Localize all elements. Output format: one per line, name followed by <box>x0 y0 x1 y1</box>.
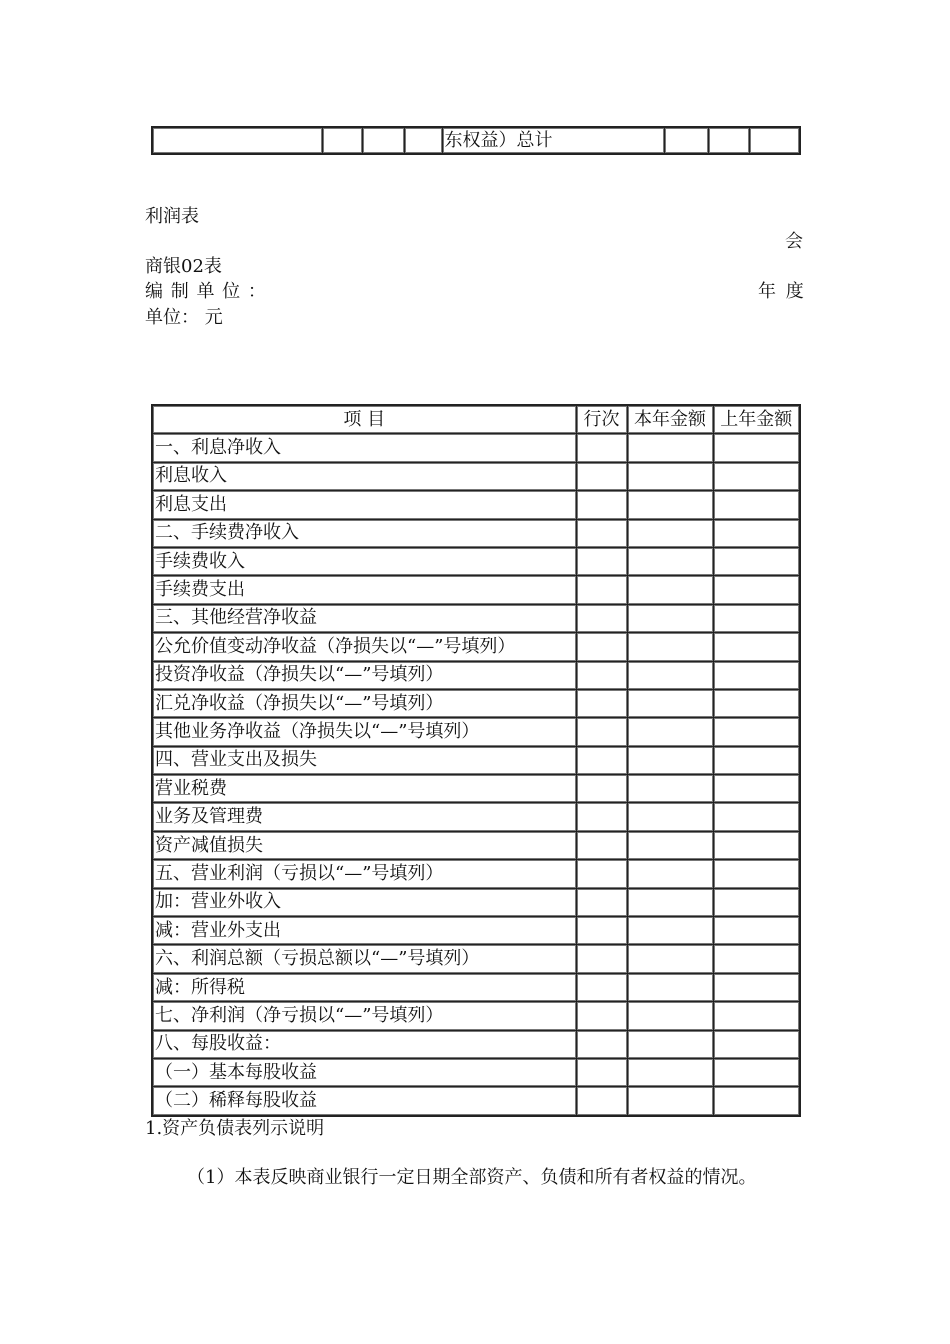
row-line-no <box>576 633 627 661</box>
row-current-year <box>627 1058 713 1086</box>
row-line-no <box>576 1058 627 1086</box>
row-line-no <box>576 547 627 575</box>
table-row <box>152 491 800 519</box>
row-current-year <box>627 1030 713 1058</box>
row-prior-year <box>713 860 800 888</box>
table-row <box>152 1002 800 1030</box>
table-cell <box>322 127 362 154</box>
row-item-label: 八、每股收益： <box>152 1030 576 1058</box>
table-row <box>152 127 800 154</box>
table-cell: 东权益）总计 <box>442 127 664 154</box>
row-item-label: 投资净收益（净损失以“—”号填列） <box>152 661 576 689</box>
table-cell <box>404 127 442 154</box>
row-current-year <box>627 775 713 803</box>
table-cell <box>664 127 708 154</box>
row-prior-year <box>713 434 800 462</box>
row-current-year <box>627 1002 713 1030</box>
table-row <box>152 604 800 632</box>
row-item-label: 七、净利润（净亏损以“—”号填列） <box>152 1002 576 1030</box>
row-current-year <box>627 661 713 689</box>
row-prior-year <box>713 633 800 661</box>
row-prior-year <box>713 491 800 519</box>
table-cell <box>749 127 800 154</box>
row-line-no <box>576 803 627 831</box>
row-current-year <box>627 945 713 973</box>
table-header-row <box>152 405 800 434</box>
row-line-no <box>576 746 627 774</box>
row-item-label: 公允价值变动净收益（净损失以“—”号填列） <box>152 633 576 661</box>
row-item-label: 手续费收入 <box>152 547 576 575</box>
table-row <box>152 1058 800 1086</box>
report-kuai-text: 会 <box>785 231 803 252</box>
row-line-no <box>576 831 627 859</box>
row-prior-year <box>713 1030 800 1058</box>
row-line-no <box>576 519 627 547</box>
table-row <box>152 860 800 888</box>
row-item-label: （一）基本每股收益 <box>152 1058 576 1086</box>
table-row <box>152 519 800 547</box>
row-prior-year <box>713 888 800 916</box>
row-item-label: 利息支出 <box>152 491 576 519</box>
row-prior-year <box>713 1087 800 1116</box>
table-row <box>152 973 800 1001</box>
row-line-no <box>576 1030 627 1058</box>
row-current-year <box>627 888 713 916</box>
row-item-label: 减：所得税 <box>152 973 576 1001</box>
table-row <box>152 1030 800 1058</box>
row-prior-year <box>713 1002 800 1030</box>
row-line-no <box>576 661 627 689</box>
row-line-no <box>576 1087 627 1116</box>
row-line-no <box>576 604 627 632</box>
row-item-label: 汇兑净收益（净损失以“—”号填列） <box>152 689 576 717</box>
row-current-year <box>627 434 713 462</box>
table-row <box>152 803 800 831</box>
table-row <box>152 775 800 803</box>
row-prior-year <box>713 1058 800 1086</box>
row-current-year <box>627 576 713 604</box>
preparing-unit-label: 编 制 单 位 ： <box>145 281 267 302</box>
row-prior-year <box>713 831 800 859</box>
row-prior-year <box>713 746 800 774</box>
row-current-year <box>627 718 713 746</box>
row-line-no <box>576 888 627 916</box>
row-line-no <box>576 491 627 519</box>
row-line-no <box>576 775 627 803</box>
table-row <box>152 434 800 462</box>
row-item-label: 五、营业利润（亏损以“—”号填列） <box>152 860 576 888</box>
row-line-no <box>576 917 627 945</box>
row-current-year <box>627 746 713 774</box>
row-current-year <box>627 462 713 490</box>
row-item-label: 一、利息净收入 <box>152 434 576 462</box>
row-line-no <box>576 576 627 604</box>
row-item-label: 减：营业外支出 <box>152 917 576 945</box>
header-current-year: 本年金额 <box>627 405 713 434</box>
row-current-year <box>627 917 713 945</box>
row-line-no <box>576 860 627 888</box>
header-line-no: 行次 <box>576 405 627 434</box>
row-prior-year <box>713 547 800 575</box>
table-row <box>152 661 800 689</box>
row-item-label: 二、手续费净收入 <box>152 519 576 547</box>
table-cell <box>708 127 749 154</box>
row-prior-year <box>713 718 800 746</box>
table-row <box>152 633 800 661</box>
income-statement-table <box>151 404 801 1117</box>
row-line-no <box>576 689 627 717</box>
row-prior-year <box>713 803 800 831</box>
table-row <box>152 547 800 575</box>
balance-sheet-fragment-table <box>151 126 801 155</box>
row-current-year <box>627 1087 713 1116</box>
row-current-year <box>627 547 713 575</box>
row-line-no <box>576 462 627 490</box>
row-line-no <box>576 718 627 746</box>
row-prior-year <box>713 661 800 689</box>
row-prior-year <box>713 576 800 604</box>
row-current-year <box>627 519 713 547</box>
row-item-label: 四、营业支出及损失 <box>152 746 576 774</box>
row-current-year <box>627 633 713 661</box>
report-title: 利润表 <box>145 206 199 227</box>
table-cell <box>152 127 322 154</box>
row-item-label: 营业税费 <box>152 775 576 803</box>
row-line-no <box>576 945 627 973</box>
row-prior-year <box>713 775 800 803</box>
row-current-year <box>627 860 713 888</box>
row-line-no <box>576 434 627 462</box>
notes-heading: 1.资产负债表列示说明 <box>145 1118 325 1139</box>
header-item: 项 目 <box>152 405 576 434</box>
report-code: 商银02表 <box>145 256 222 277</box>
row-line-no <box>576 973 627 1001</box>
row-item-label: 利息收入 <box>152 462 576 490</box>
notes-paragraph: （1）本表反映商业银行一定日期全部资产、负债和所有者权益的情况。 <box>187 1167 757 1188</box>
table-row <box>152 746 800 774</box>
row-item-label: 资产减值损失 <box>152 831 576 859</box>
table-row <box>152 689 800 717</box>
row-prior-year <box>713 604 800 632</box>
table-row <box>152 718 800 746</box>
row-current-year <box>627 803 713 831</box>
year-label: 年 度 <box>758 281 806 302</box>
row-prior-year <box>713 689 800 717</box>
currency-unit-label: 单位： 元 <box>145 307 223 328</box>
row-item-label: 业务及管理费 <box>152 803 576 831</box>
row-item-label: 三、其他经营净收益 <box>152 604 576 632</box>
row-item-label: 加：营业外收入 <box>152 888 576 916</box>
row-prior-year <box>713 519 800 547</box>
row-current-year <box>627 689 713 717</box>
table-row <box>152 462 800 490</box>
row-item-label: （二）稀释每股收益 <box>152 1087 576 1116</box>
header-prior-year: 上年金额 <box>713 405 800 434</box>
row-current-year <box>627 831 713 859</box>
table-row <box>152 917 800 945</box>
table-row <box>152 576 800 604</box>
row-prior-year <box>713 973 800 1001</box>
row-line-no <box>576 1002 627 1030</box>
table-row <box>152 945 800 973</box>
row-item-label: 其他业务净收益（净损失以“—”号填列） <box>152 718 576 746</box>
table-cell <box>362 127 404 154</box>
table-row <box>152 1087 800 1116</box>
table-row <box>152 888 800 916</box>
row-prior-year <box>713 945 800 973</box>
table-row <box>152 831 800 859</box>
row-current-year <box>627 491 713 519</box>
row-current-year <box>627 973 713 1001</box>
row-item-label: 手续费支出 <box>152 576 576 604</box>
row-current-year <box>627 604 713 632</box>
row-prior-year <box>713 917 800 945</box>
row-item-label: 六、利润总额（亏损总额以“—”号填列） <box>152 945 576 973</box>
row-prior-year <box>713 462 800 490</box>
